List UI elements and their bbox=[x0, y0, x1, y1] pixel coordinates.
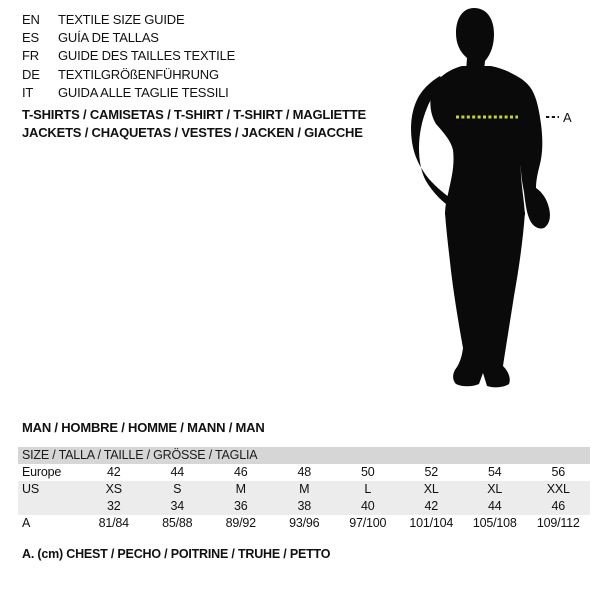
size-table-header: SIZE / TALLA / TAILLE / GRÖSSE / TAGLIA bbox=[18, 447, 590, 464]
table-cell: 81/84 bbox=[98, 516, 129, 530]
table-cell: 85/88 bbox=[162, 516, 193, 530]
table-cell: 89/92 bbox=[225, 516, 256, 530]
table-cell: 44 bbox=[487, 499, 502, 513]
man-silhouette-figure bbox=[390, 0, 600, 420]
table-cell: M bbox=[235, 482, 246, 496]
table-cell: S bbox=[173, 482, 182, 496]
language-label: TEXTILE SIZE GUIDE bbox=[58, 11, 185, 27]
table-row-europe bbox=[18, 464, 590, 481]
language-label: GUIDE DES TAILLES TEXTILE bbox=[58, 48, 236, 64]
table-cell: 46 bbox=[551, 499, 565, 513]
table-cell: 109/112 bbox=[536, 516, 580, 530]
table-cell: XXL bbox=[546, 482, 570, 496]
table-cell: 40 bbox=[360, 499, 375, 513]
language-label: GUÍA DE TALLAS bbox=[58, 30, 159, 46]
language-code: EN bbox=[22, 11, 40, 27]
table-row-us bbox=[18, 481, 590, 498]
table-cell: 54 bbox=[487, 465, 502, 479]
table-cell: XL bbox=[423, 482, 439, 496]
table-cell: 56 bbox=[551, 465, 565, 479]
section-title-man: MAN / HOMBRE / HOMME / MANN / MAN bbox=[22, 420, 265, 435]
row-label: US bbox=[22, 482, 39, 496]
silhouette-svg bbox=[390, 0, 600, 420]
language-code: IT bbox=[22, 85, 34, 101]
table-cell: XL bbox=[487, 482, 503, 496]
table-cell: M bbox=[299, 482, 310, 496]
table-row-chest-a bbox=[18, 515, 590, 532]
silhouette-head bbox=[456, 8, 494, 71]
garment-categories bbox=[22, 107, 366, 142]
table-cell: 44 bbox=[170, 465, 184, 479]
table-row-us-numeric bbox=[18, 498, 590, 515]
language-code: FR bbox=[22, 48, 39, 64]
category-tshirts: T-SHIRTS / CAMISETAS / T-SHIRT / T-SHIRT / MAGLIETTE bbox=[22, 107, 366, 122]
table-cell: 36 bbox=[233, 499, 248, 513]
language-row-es bbox=[22, 28, 235, 46]
measurement-footnote: A. (cm) CHEST / PECHO / POITRINE / TRUHE / PETTO bbox=[22, 547, 331, 561]
table-cell: 32 bbox=[106, 499, 121, 513]
table-cell: 46 bbox=[233, 465, 248, 479]
row-label: A bbox=[22, 516, 31, 530]
language-row-de bbox=[22, 65, 235, 83]
language-row-en bbox=[22, 10, 235, 28]
table-cell: 38 bbox=[297, 499, 311, 513]
table-cell: XS bbox=[105, 482, 122, 496]
row-label bbox=[18, 498, 82, 515]
table-cell: 34 bbox=[170, 499, 184, 513]
table-cell: 105/108 bbox=[472, 516, 517, 530]
category-jackets: JACKETS / CHAQUETAS / VESTES / JACKEN / GIACCHE bbox=[22, 124, 363, 140]
language-row-it bbox=[22, 84, 235, 102]
language-label: TEXTILGRÖßENFÜHRUNG bbox=[58, 66, 219, 82]
measure-label-a: A bbox=[563, 110, 572, 125]
table-cell: 52 bbox=[424, 465, 438, 479]
row-label: Europe bbox=[22, 465, 62, 479]
table-cell: 97/100 bbox=[349, 516, 387, 530]
table-cell: 42 bbox=[106, 465, 121, 479]
table-cell: 50 bbox=[360, 465, 375, 479]
table-cell: 48 bbox=[297, 465, 311, 479]
language-row-fr bbox=[22, 47, 235, 65]
table-cell: 93/96 bbox=[289, 516, 320, 530]
silhouette-legs bbox=[445, 212, 525, 387]
language-code: DE bbox=[22, 66, 40, 82]
table-cell: L bbox=[364, 482, 372, 496]
size-table bbox=[18, 447, 590, 532]
language-label: GUIDA ALLE TAGLIE TESSILI bbox=[58, 85, 229, 101]
table-cell: 101/104 bbox=[409, 516, 454, 530]
language-code: ES bbox=[22, 30, 39, 46]
table-cell: 42 bbox=[424, 499, 438, 513]
language-list bbox=[22, 10, 235, 102]
